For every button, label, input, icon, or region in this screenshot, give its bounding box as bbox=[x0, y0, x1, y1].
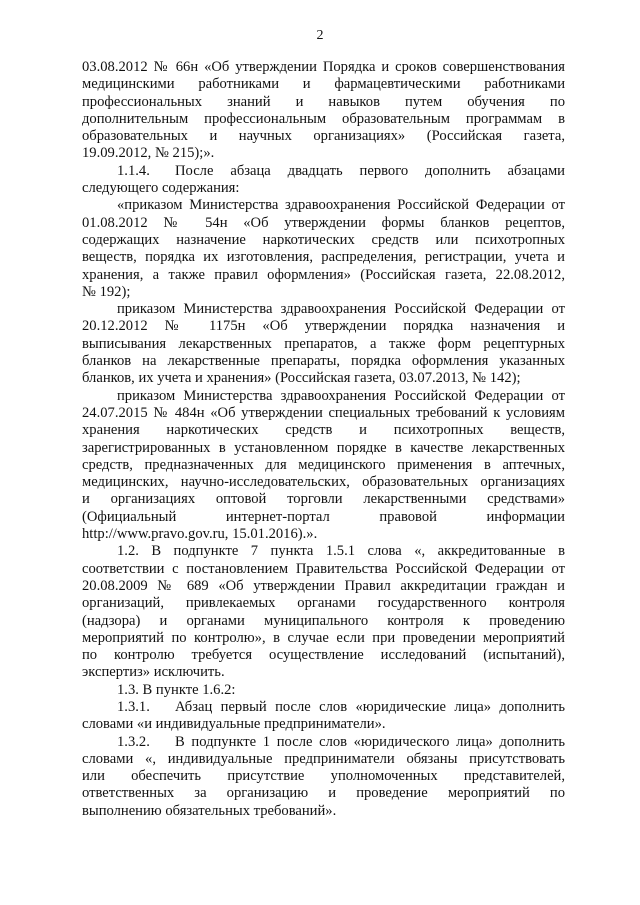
line-text: словами «и индивидуальные предприниматели». bbox=[82, 716, 386, 733]
text-line bbox=[82, 232, 565, 249]
document-body bbox=[82, 59, 565, 820]
text-line bbox=[82, 336, 565, 353]
text-line bbox=[82, 94, 565, 111]
line-text: дополнительным профессиональным образовательным программам в bbox=[82, 110, 565, 127]
text-line bbox=[82, 613, 565, 630]
text-line bbox=[82, 59, 565, 76]
line-text: медицинскими работниками и фармацевтическими работниками bbox=[82, 76, 565, 93]
line-text: После абзаца двадцать первого дополнить абзацами bbox=[175, 162, 565, 179]
text-line bbox=[82, 422, 565, 439]
line-text: № 192); bbox=[82, 283, 131, 300]
line-text: медицинских, научно-исследовательских, образовательных организациях bbox=[82, 474, 565, 491]
line-text: 24.07.2015 № 484н «Об утверждении специальных требований к условиям bbox=[82, 404, 565, 421]
text-line bbox=[82, 318, 565, 335]
text-line bbox=[82, 664, 565, 681]
text-line bbox=[82, 405, 565, 422]
text-line bbox=[82, 267, 565, 284]
text-line bbox=[82, 682, 565, 699]
page-number: 2 bbox=[316, 28, 324, 43]
text-line bbox=[82, 301, 565, 318]
line-text: приказом Министерства здравоохранения Российской Федерации от bbox=[117, 301, 565, 318]
line-text: 1.3. В пункте 1.6.2: bbox=[117, 681, 236, 698]
line-text: организаций, привлекаемых органами государственного контроля bbox=[82, 595, 565, 612]
text-line bbox=[82, 440, 565, 457]
text-line bbox=[82, 785, 565, 802]
text-line bbox=[82, 474, 565, 491]
text-line bbox=[82, 128, 565, 145]
line-text: экспертиз» исключить. bbox=[82, 664, 225, 681]
line-text: 20.08.2009 № 689 «Об утверждении Правил аккредитации граждан и bbox=[82, 577, 565, 594]
line-text: словами «, индивидуальные предприниматели обязаны присутствовать bbox=[82, 750, 565, 767]
line-text: хранения наркотических средств и психотропных веществ, bbox=[82, 422, 565, 439]
text-line bbox=[82, 76, 565, 93]
text-line bbox=[82, 249, 565, 266]
line-text: (Официальный интернет-портал правовой информации bbox=[82, 508, 565, 525]
line-text: (надзора) и органами муниципального контроля к проведению bbox=[82, 612, 565, 629]
line-text: 20.12.2012 № 1175н «Об утверждении порядка назначения и bbox=[82, 318, 565, 335]
line-text: «приказом Министерства здравоохранения Российской Федерации от bbox=[117, 197, 565, 214]
line-text: содержащих назначение наркотических средств или психотропных bbox=[82, 231, 565, 248]
clause-number: 1.1.4. bbox=[117, 162, 150, 179]
line-text: выполнению обязательных требований». bbox=[82, 802, 337, 819]
line-text: Абзац первый после слов «юридические лица» дополнить bbox=[175, 698, 565, 715]
line-text: следующего содержания: bbox=[82, 180, 240, 197]
line-text: 01.08.2012 № 54н «Об утверждении формы бланков рецептов, bbox=[82, 214, 565, 231]
text-line bbox=[82, 751, 565, 768]
text-line bbox=[82, 353, 565, 370]
line-text: или обеспечить присутствие уполномоченных представителей, bbox=[82, 768, 565, 785]
text-line bbox=[82, 595, 565, 612]
text-line bbox=[82, 578, 565, 595]
text-line bbox=[82, 647, 565, 664]
text-line bbox=[82, 543, 565, 560]
text-line bbox=[82, 180, 565, 197]
text-line bbox=[82, 215, 565, 232]
text-line bbox=[82, 630, 565, 647]
text-line bbox=[82, 145, 565, 162]
text-line bbox=[82, 491, 565, 508]
text-line bbox=[82, 111, 565, 128]
text-line bbox=[82, 768, 565, 785]
text-line bbox=[82, 163, 565, 180]
text-line bbox=[82, 734, 565, 751]
line-text: 03.08.2012 № 66н «Об утверждении Порядка и сроков совершенствования bbox=[82, 59, 565, 75]
text-line bbox=[82, 716, 565, 733]
line-text: бланков, их учета и хранения» (Российская газета, 03.07.2013, № 142); bbox=[82, 370, 521, 387]
clause-number: 1.3.1. bbox=[117, 698, 150, 715]
line-text: 1.2. В подпункте 7 пункта 1.5.1 слова «, аккредитованные в bbox=[117, 543, 565, 560]
line-text: хранения, а также правил оформления» (Российская газета, 22.08.2012, bbox=[82, 266, 565, 283]
line-text: зарегистрированных в установленном порядке в качестве лекарственных bbox=[82, 439, 565, 456]
line-text: В подпункте 1 после слов «юридического лица» дополнить bbox=[175, 733, 565, 750]
text-line bbox=[82, 370, 565, 387]
line-text: ответственных за организацию и проведение мероприятий по bbox=[82, 785, 565, 802]
line-text: 19.09.2012, № 215);». bbox=[82, 145, 215, 162]
line-text: соответствии с постановлением Правительства Российской Федерации от bbox=[82, 560, 565, 577]
line-text: бланков на лекарственные препараты, порядка оформления указанных bbox=[82, 353, 565, 370]
clause-number: 1.3.2. bbox=[117, 733, 150, 750]
text-line bbox=[82, 388, 565, 405]
text-line bbox=[82, 561, 565, 578]
text-line bbox=[82, 526, 565, 543]
text-line bbox=[82, 457, 565, 474]
line-text: профессиональных знаний и навыков путем обучения по bbox=[82, 93, 565, 110]
text-line bbox=[82, 699, 565, 716]
text-line bbox=[82, 284, 565, 301]
line-text: http://www.pravo.gov.ru, 15.01.2016).». bbox=[82, 526, 318, 543]
text-line bbox=[82, 509, 565, 526]
line-text: средств, предназначенных для медицинского применения в аптечных, bbox=[82, 456, 565, 473]
text-line bbox=[82, 197, 565, 214]
line-text: приказом Министерства здравоохранения Российской Федерации от bbox=[117, 387, 565, 404]
line-text: выписывания лекарственных препаратов, а также форм рецептурных bbox=[82, 335, 565, 352]
line-text: по контролю требуется осуществление исследований (испытаний), bbox=[82, 647, 565, 664]
line-text: веществ, порядка их изготовления, распределения, регистрации, учета и bbox=[82, 249, 565, 266]
text-line bbox=[82, 803, 565, 820]
line-text: и организациях оптовой торговли лекарственными средствами» bbox=[82, 491, 565, 508]
line-text: мероприятий по контролю», в случае если при проведении мероприятий bbox=[82, 629, 565, 646]
line-text: образовательных и научных организациях» (Российская газета, bbox=[82, 128, 565, 145]
